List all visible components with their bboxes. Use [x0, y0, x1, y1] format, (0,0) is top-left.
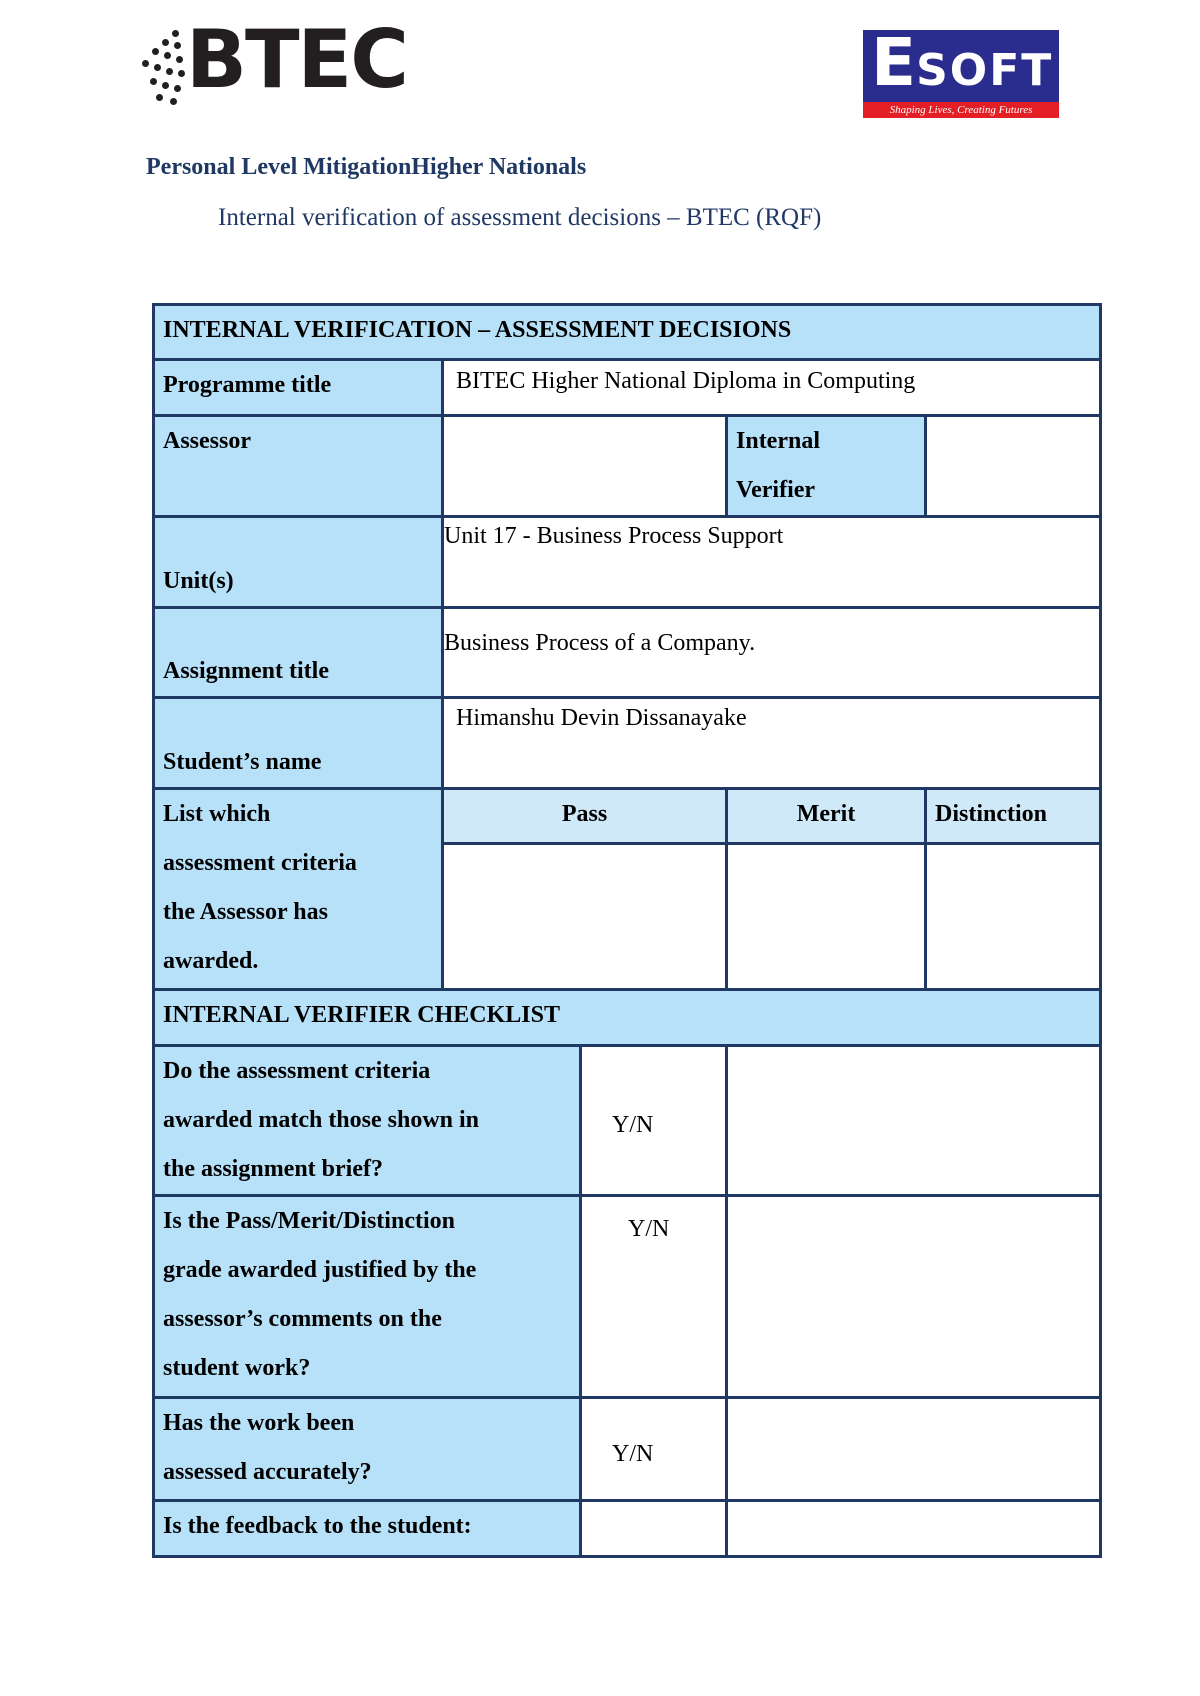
- checklist-comment-cell: [727, 1046, 1101, 1196]
- checklist-comment-cell: [727, 1501, 1101, 1557]
- esoft-tagline: Shaping Lives, Creating Futures: [863, 102, 1059, 118]
- checklist-question: Has the work been assessed accurately?: [154, 1398, 581, 1501]
- student-name-value: Himanshu Devin Dissanayake: [443, 698, 1101, 789]
- document-heading: Personal Level MitigationHigher Nationals: [146, 154, 587, 180]
- internal-verifier-label: Internal Verifier: [727, 416, 926, 517]
- checklist-answer: Y/N: [581, 1196, 727, 1398]
- distinction-header: Distinction: [926, 789, 1101, 844]
- unit-value: Unit 17 - Business Process Support: [443, 517, 1101, 608]
- merit-header: Merit: [727, 789, 926, 844]
- assignment-title-value: Business Process of a Company.: [443, 608, 1101, 698]
- pass-header: Pass: [443, 789, 727, 844]
- assignment-title-label: Assignment title: [154, 608, 443, 698]
- section-title-verifier-checklist: INTERNAL VERIFIER CHECKLIST: [154, 990, 1101, 1046]
- checklist-question: Is the Pass/Merit/Distinction grade awarded justified by the assessor’s comments on the student work?: [154, 1196, 581, 1398]
- student-name-label: Student’s name: [154, 698, 443, 789]
- esoft-logo-text: ESOFT: [871, 30, 1054, 101]
- pass-criteria-cell: [443, 844, 727, 990]
- document-subheading: Internal verification of assessment decisions – BTEC (RQF): [218, 204, 822, 231]
- btec-logo-text: BTEC: [186, 13, 407, 106]
- checklist-answer: Y/N: [581, 1398, 727, 1501]
- internal-verifier-value: [926, 416, 1101, 517]
- btec-logo: [142, 13, 407, 116]
- criteria-awarded-label: List which assessment criteria the Assessor has awarded.: [154, 789, 443, 990]
- esoft-logo: [863, 30, 1059, 118]
- internal-verification-table: [152, 303, 1102, 1558]
- merit-criteria-cell: [727, 844, 926, 990]
- programme-title-label: Programme title: [154, 360, 443, 416]
- checklist-comment-cell: [727, 1196, 1101, 1398]
- section-title-assessment-decisions: INTERNAL VERIFICATION – ASSESSMENT DECISIONS: [154, 305, 1101, 360]
- programme-title-value: BITEC Higher National Diploma in Computing: [443, 360, 1101, 416]
- checklist-question: Do the assessment criteria awarded match those shown in the assignment brief?: [154, 1046, 581, 1196]
- checklist-comment-cell: [727, 1398, 1101, 1501]
- assessor-label: Assessor: [154, 416, 443, 517]
- distinction-criteria-cell: [926, 844, 1101, 990]
- checklist-answer: Y/N: [581, 1046, 727, 1196]
- assessor-value: [443, 416, 727, 517]
- unit-label: Unit(s): [154, 517, 443, 608]
- checklist-answer: [581, 1501, 727, 1557]
- checklist-question: Is the feedback to the student:: [154, 1501, 581, 1557]
